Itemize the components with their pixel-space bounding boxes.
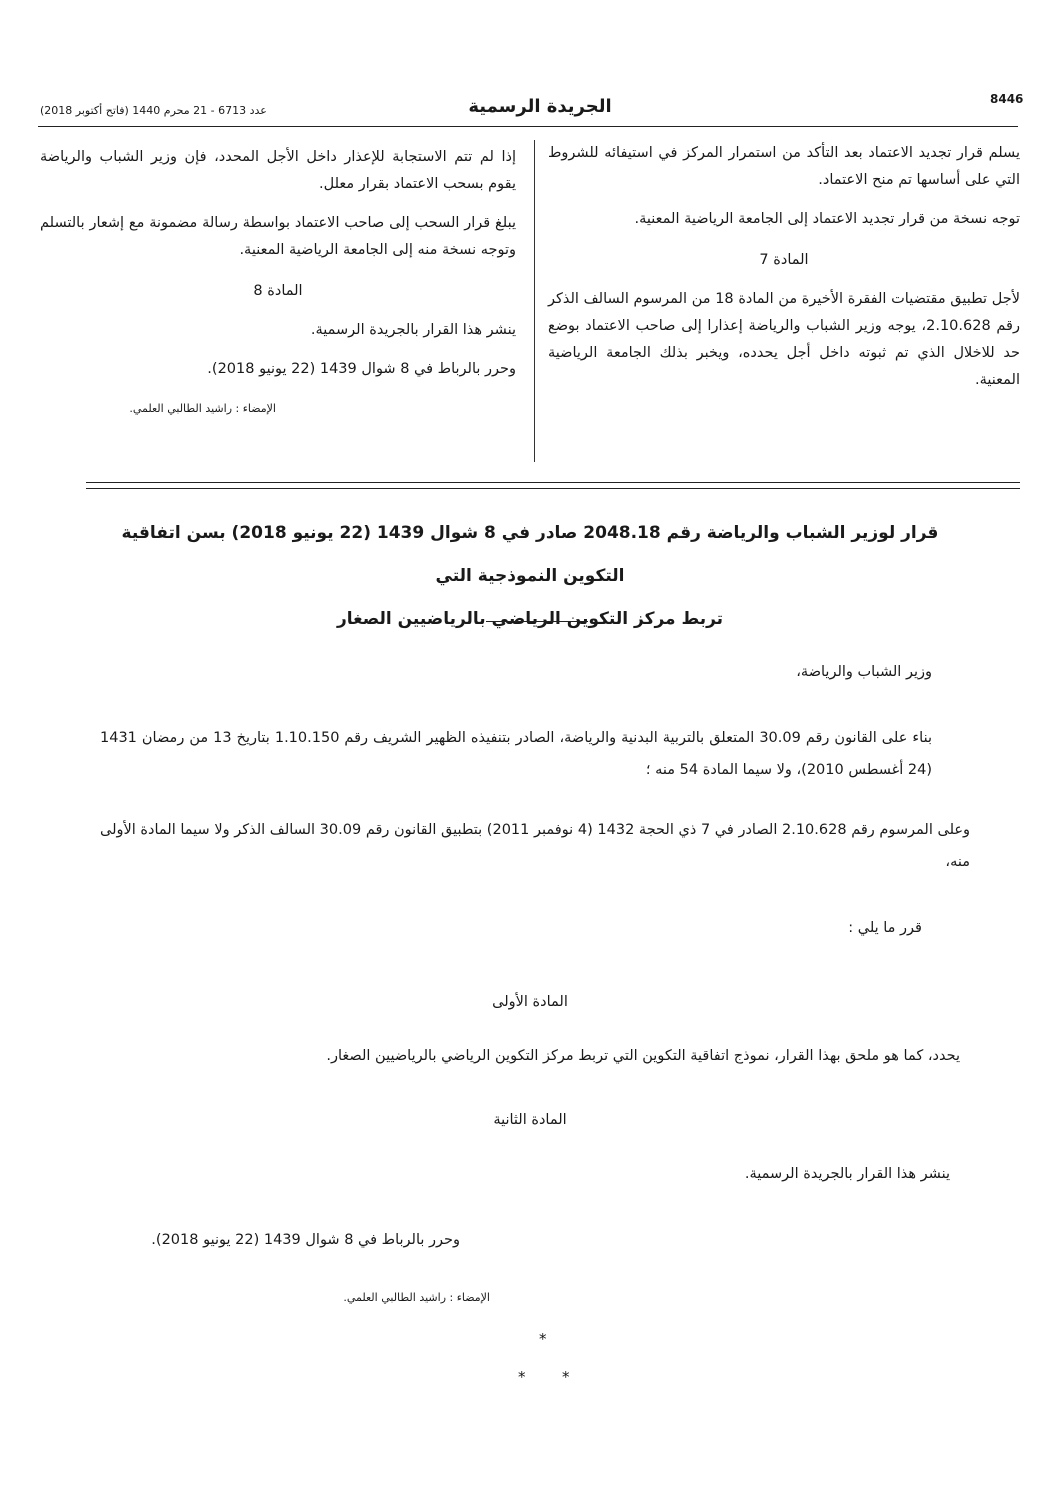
article-2-heading: المادة الثانية bbox=[493, 1112, 567, 1128]
section-double-rule bbox=[86, 482, 1020, 489]
decided-line: قرر ما يلي : bbox=[848, 920, 922, 936]
left-done-at: وحرر بالرباط في 8 شوال 1439 (22 يونيو 2018). bbox=[207, 361, 516, 377]
page-number: 8446 bbox=[990, 92, 1024, 106]
decree-done-at: وحرر بالرباط في 8 شوال 1439 (22 يونيو 2018). bbox=[151, 1232, 460, 1248]
left-signature: الإمضاء : راشيد الطالبي العلمي. bbox=[129, 402, 276, 415]
article-2-text: ينشر هذا القرار بالجريدة الرسمية. bbox=[744, 1166, 950, 1182]
title-underline bbox=[486, 621, 588, 622]
article-1-heading: المادة الأولى bbox=[492, 994, 568, 1010]
column-divider bbox=[534, 140, 535, 462]
footer-star-right: * bbox=[562, 1368, 570, 1386]
right-paragraph-2: توجه نسخة من قرار تجديد الاعتماد إلى الجامعة الرياضية المعنية. bbox=[634, 211, 1020, 227]
decree-title-line-2: تربط مركز التكوين الرياضي بالرياضيين الصغار bbox=[336, 609, 724, 629]
article-7-heading: المادة 7 bbox=[759, 252, 809, 268]
minister-line: وزير الشباب والرياضة، bbox=[796, 664, 932, 680]
article-1-text: يحدد، كما هو ملحق بهذا القرار، نموذج اتفاقية التكوين التي تربط مركز التكوين الرياضي بالرياضيين الصغار. bbox=[326, 1048, 960, 1064]
considering-paragraph-2: وعلى المرسوم رقم 2.10.628 الصادر في 7 ذي الحجة 1432 (4 نوفمبر 2011) بتطبيق القانون رقم 30.09 السالف الذكر ولا سيما المادة الأولى منه، bbox=[100, 822, 971, 870]
decree-signature: الإمضاء : راشيد الطالبي العلمي. bbox=[343, 1291, 490, 1304]
left-paragraph-3: ينشر هذا القرار بالجريدة الرسمية. bbox=[310, 322, 516, 338]
article-8-heading: المادة 8 bbox=[253, 283, 303, 299]
journal-title: الجريدة الرسمية bbox=[468, 96, 612, 117]
left-paragraph-2: يبلغ قرار السحب إلى صاحب الاعتماد بواسطة رسالة مضمونة مع إشعار بالتسلم وتوجه نسخة منه إلى الجامعة الرياضية المعنية. bbox=[40, 215, 516, 258]
footer-star-top: * bbox=[539, 1330, 547, 1348]
right-column bbox=[548, 140, 1020, 406]
right-paragraph-1: يسلم قرار تجديد الاعتماد بعد التأكد من استمرار المركز في استيفائه للشروط التي على أساسها تم منح الاعتماد. bbox=[548, 145, 1020, 188]
issue-info: عدد 6713 - 21 محرم 1440 (فاتح أكتوبر 2018) bbox=[40, 104, 267, 117]
decree-title-line-1: قرار لوزير الشباب والرياضة رقم 2048.18 صادر في 8 شوال 1439 (22 يونيو 2018) بسن اتفاقية التكوين النموذجية التي bbox=[121, 523, 939, 586]
left-column bbox=[40, 144, 516, 434]
footer-star-left: * bbox=[518, 1368, 526, 1386]
left-paragraph-1: إذا لم تتم الاستجابة للإعذار داخل الأجل المحدد، فإن وزير الشباب والرياضة يقوم بسحب الاعتماد بقرار معلل. bbox=[40, 149, 516, 192]
header-rule bbox=[38, 126, 1018, 127]
right-paragraph-3: لأجل تطبيق مقتضيات الفقرة الأخيرة من المادة 18 من المرسوم السالف الذكر رقم 2.10.628، يوجه وزير الشباب والرياضة إعذارا إلى صاحب الاعتماد بوضع حد للاخلال الذي تم ثبوته داخل أجل يحدده، ويخبر بذلك الجامعة الرياضية المعنية. bbox=[548, 291, 1020, 388]
considering-paragraph-1: بناء على القانون رقم 30.09 المتعلق بالتربية البدنية والرياضة، الصادر بتنفيذه الظهير الشريف رقم 1.10.150 بتاريخ 13 من رمضان 1431 (24 أغسطس 2010)، ولا سيما المادة 54 منه ؛ bbox=[100, 730, 932, 778]
